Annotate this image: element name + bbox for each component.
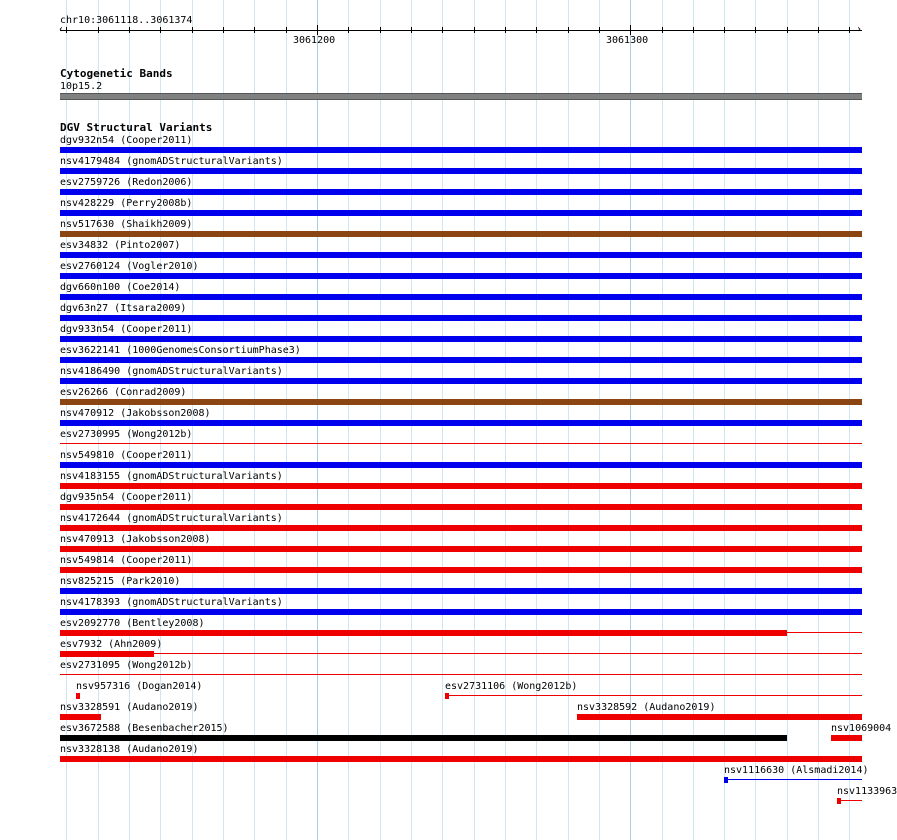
variant-label[interactable]: nsv3328591 (Audano2019) — [60, 702, 199, 713]
variant-label[interactable]: esv2731106 (Wong2012b) — [445, 681, 578, 692]
ruler-tick — [787, 27, 788, 33]
variant-label[interactable]: nsv4178393 (gnomADStructuralVariants) — [60, 597, 283, 608]
ruler-tick — [442, 27, 443, 33]
variant-label[interactable]: esv26266 (Conrad2009) — [60, 387, 187, 398]
ruler-label-3061300: 3061300 — [606, 35, 649, 46]
ruler-tick — [411, 27, 412, 33]
variant-label[interactable]: esv3622141 (1000GenomesConsortiumPhase3) — [60, 345, 301, 356]
ruler-label-3061200: 3061200 — [293, 35, 336, 46]
variant-label[interactable]: nsv549814 (Cooper2011) — [60, 555, 193, 566]
ruler-tick — [98, 27, 99, 33]
variant-label[interactable]: dgv63n27 (Itsara2009) — [60, 303, 187, 314]
ruler-tick — [474, 27, 475, 33]
ruler-tick — [348, 27, 349, 33]
ruler-tick — [568, 27, 569, 33]
variant-bar[interactable] — [60, 462, 862, 468]
variant-bar[interactable] — [60, 567, 862, 573]
cytoband-bar[interactable] — [60, 93, 862, 100]
variant-bar[interactable] — [60, 189, 862, 195]
ruler-tick — [536, 27, 537, 33]
cytoband-track-title: Cytogenetic Bands — [60, 67, 173, 80]
variant-label[interactable]: nsv4179484 (gnomADStructuralVariants) — [60, 156, 283, 167]
variant-label[interactable]: nsv1069004 — [831, 723, 892, 734]
variant-label[interactable]: esv3672588 (Besenbacher2015) — [60, 723, 229, 734]
variant-label[interactable]: dgv932n54 (Cooper2011) — [60, 135, 193, 146]
variant-span-line — [787, 632, 862, 633]
variant-label[interactable]: esv2759726 (Redon2006) — [60, 177, 193, 188]
ruler-tick — [223, 27, 224, 33]
variant-bar[interactable] — [60, 315, 862, 321]
variant-label[interactable]: nsv470912 (Jakobsson2008) — [60, 408, 211, 419]
variant-span-line — [154, 653, 862, 654]
ruler-tick — [129, 27, 130, 33]
variant-bar[interactable] — [60, 420, 862, 426]
ruler-tick — [192, 27, 193, 33]
variant-bar[interactable] — [60, 674, 862, 675]
variant-bar[interactable] — [60, 336, 862, 342]
variant-label[interactable]: dgv935n54 (Cooper2011) — [60, 492, 193, 503]
cytoband-label: 10p15.2 — [60, 81, 103, 92]
variant-bar[interactable] — [445, 693, 449, 699]
ruler-tick — [505, 27, 506, 33]
variant-label[interactable]: dgv933n54 (Cooper2011) — [60, 324, 193, 335]
location-label: chr10:3061118..3061374 — [60, 15, 193, 26]
variant-bar[interactable] — [60, 210, 862, 216]
ruler-tick — [755, 27, 756, 33]
ruler-tick — [818, 27, 819, 33]
variant-label[interactable]: nsv549810 (Cooper2011) — [60, 450, 193, 461]
variant-bar[interactable] — [724, 777, 728, 783]
ruler-tick — [849, 27, 850, 33]
variant-bar[interactable] — [60, 231, 862, 237]
ruler-tick — [693, 27, 694, 33]
dgv-track-title: DGV Structural Variants — [60, 121, 213, 134]
variant-bar[interactable] — [60, 546, 862, 552]
variant-label[interactable]: nsv4186490 (gnomADStructuralVariants) — [60, 366, 283, 377]
variant-label[interactable]: nsv470913 (Jakobsson2008) — [60, 534, 211, 545]
variant-label[interactable]: esv2092770 (Bentley2008) — [60, 618, 205, 629]
variant-label[interactable]: nsv3328138 (Audano2019) — [60, 744, 199, 755]
variant-bar[interactable] — [837, 798, 841, 804]
variant-label[interactable]: nsv4172644 (gnomADStructuralVariants) — [60, 513, 283, 524]
ruler-tick — [380, 27, 381, 33]
variant-bar[interactable] — [60, 378, 862, 384]
variant-bar[interactable] — [60, 525, 862, 531]
variant-bar[interactable] — [60, 714, 101, 720]
variant-bar[interactable] — [831, 735, 862, 741]
ruler-arrow-left: ‹ — [58, 24, 65, 35]
variant-label[interactable]: esv34832 (Pinto2007) — [60, 240, 181, 251]
ruler-tick — [66, 27, 67, 33]
variant-label[interactable]: dgv660n100 (Coe2014) — [60, 282, 181, 293]
ruler-tick — [630, 25, 631, 35]
variant-label[interactable]: nsv1133963 — [837, 786, 897, 797]
variant-bar[interactable] — [577, 714, 862, 720]
variant-label[interactable]: nsv1116630 (Alsmadi2014) — [724, 765, 869, 776]
variant-label[interactable]: esv2760124 (Vogler2010) — [60, 261, 199, 272]
variant-bar[interactable] — [60, 443, 862, 444]
variant-bar[interactable] — [60, 609, 862, 615]
variant-bar[interactable] — [60, 147, 862, 153]
variant-label[interactable]: esv2730995 (Wong2012b) — [60, 429, 193, 440]
variant-span-line — [448, 695, 862, 696]
ruler-arrow-right: › — [856, 24, 863, 35]
variant-span-line — [840, 800, 862, 801]
variant-bar[interactable] — [76, 693, 80, 699]
variant-label[interactable]: nsv3328592 (Audano2019) — [577, 702, 716, 713]
variant-bar[interactable] — [60, 273, 862, 279]
ruler-tick — [254, 27, 255, 33]
variant-label[interactable]: nsv957316 (Dogan2014) — [76, 681, 203, 692]
variant-label[interactable]: esv2731095 (Wong2012b) — [60, 660, 193, 671]
variant-bar[interactable] — [60, 588, 862, 594]
variant-span-line — [727, 779, 862, 780]
variant-label[interactable]: nsv517630 (Shaikh2009) — [60, 219, 193, 230]
variant-bar[interactable] — [60, 630, 787, 636]
variant-bar[interactable] — [60, 483, 862, 489]
variant-bar[interactable] — [60, 756, 862, 762]
ruler-tick — [662, 27, 663, 33]
variant-bar[interactable] — [60, 294, 862, 300]
variant-bar[interactable] — [60, 168, 862, 174]
ruler-line — [60, 30, 862, 31]
variant-bar[interactable] — [60, 252, 862, 258]
ruler-tick — [160, 27, 161, 33]
variant-label[interactable]: nsv825215 (Park2010) — [60, 576, 181, 587]
variant-bar[interactable] — [60, 504, 862, 510]
variant-label[interactable]: esv7932 (Ahn2009) — [60, 639, 163, 650]
variant-label[interactable]: nsv4183155 (gnomADStructuralVariants) — [60, 471, 283, 482]
ruler-tick — [724, 27, 725, 33]
variant-bar[interactable] — [60, 651, 154, 657]
variant-bar[interactable] — [60, 399, 862, 405]
ruler-tick — [599, 27, 600, 33]
variant-bar[interactable] — [60, 357, 862, 363]
ruler-tick — [317, 25, 318, 35]
variant-bar[interactable] — [60, 735, 787, 741]
ruler-tick — [286, 27, 287, 33]
variant-label[interactable]: nsv428229 (Perry2008b) — [60, 198, 193, 209]
